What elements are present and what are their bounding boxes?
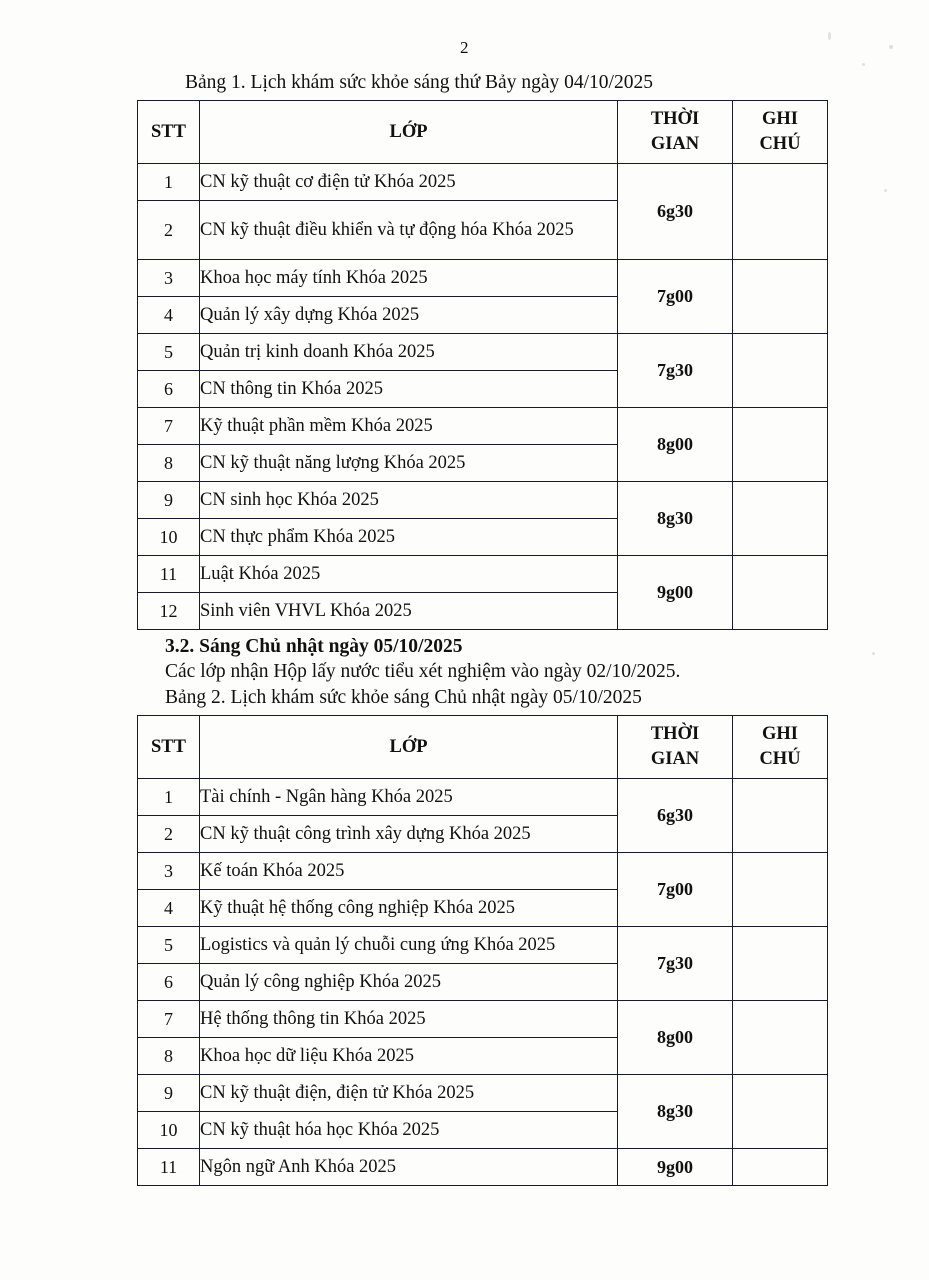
table-row [138,260,828,297]
cell-note [733,853,828,927]
cell-lop: Tài chính - Ngân hàng Khóa 2025 [200,779,618,816]
cell-note [733,1149,828,1186]
schedule-table-saturday [137,100,828,630]
cell-lop: Quản lý công nghiệp Khóa 2025 [200,964,618,1001]
cell-stt: 11 [138,556,200,593]
table2-caption: Bảng 2. Lịch khám sức khỏe sáng Chủ nhật ngày 05/10/2025 [165,687,642,708]
cell-stt: 8 [138,1038,200,1075]
table-row [138,164,828,201]
cell-time: 6g30 [618,779,733,853]
page-number: 2 [460,38,469,57]
cell-lop: CN sinh học Khóa 2025 [200,482,618,519]
cell-lop: Quản lý xây dựng Khóa 2025 [200,297,618,334]
cell-lop: CN thực phẩm Khóa 2025 [200,519,618,556]
cell-time: 8g00 [618,408,733,482]
cell-time: 9g00 [618,1149,733,1186]
scan-speckle [884,189,887,192]
cell-stt: 3 [138,260,200,297]
cell-stt: 12 [138,593,200,630]
cell-stt: 9 [138,1075,200,1112]
cell-note [733,556,828,630]
cell-time: 9g00 [618,556,733,630]
cell-note [733,1075,828,1149]
cell-lop: CN kỹ thuật năng lượng Khóa 2025 [200,445,618,482]
header-time [618,716,733,779]
scan-speckle [872,652,875,655]
body-paragraph: Các lớp nhận Hộp lấy nước tiểu xét nghiệm vào ngày 02/10/2025. [165,661,681,682]
cell-lop: Ngôn ngữ Anh Khóa 2025 [200,1149,618,1186]
header-note-line2: CHÚ [759,134,801,154]
table-row [138,1001,828,1038]
table-row [138,556,828,593]
table-row [138,853,828,890]
table-row [138,408,828,445]
cell-lop: Khoa học dữ liệu Khóa 2025 [200,1038,618,1075]
cell-stt: 2 [138,816,200,853]
table-row [138,482,828,519]
schedule-table-sunday [137,715,828,1186]
cell-stt: 6 [138,371,200,408]
cell-stt: 10 [138,519,200,556]
header-time-line1: THỜI [650,109,700,130]
cell-lop: Luật Khóa 2025 [200,556,618,593]
cell-time: 8g30 [618,482,733,556]
header-stt: STT [138,101,200,164]
table1-caption: Bảng 1. Lịch khám sức khỏe sáng thứ Bảy ngày 04/10/2025 [185,72,653,93]
header-note [733,101,828,164]
table-row [138,927,828,964]
table-row [138,1149,828,1186]
cell-lop: Kỹ thuật phần mềm Khóa 2025 [200,408,618,445]
cell-stt: 3 [138,853,200,890]
header-time-line1: THỜI [650,724,700,745]
cell-time: 7g00 [618,260,733,334]
cell-stt: 7 [138,1001,200,1038]
scan-speckle [889,45,893,49]
cell-stt: 1 [138,779,200,816]
cell-stt: 10 [138,1112,200,1149]
table-row [138,779,828,816]
header-time [618,101,733,164]
cell-time: 7g30 [618,334,733,408]
cell-note [733,779,828,853]
header-stt: STT [138,716,200,779]
header-lop: LỚP [200,716,618,779]
cell-lop: CN kỹ thuật công trình xây dựng Khóa 2025 [200,816,618,853]
header-lop: LỚP [200,101,618,164]
cell-note [733,927,828,1001]
scan-speckle [862,63,865,66]
cell-stt: 1 [138,164,200,201]
cell-stt: 4 [138,890,200,927]
header-note [733,716,828,779]
cell-stt: 7 [138,408,200,445]
cell-stt: 5 [138,334,200,371]
cell-lop: CN thông tin Khóa 2025 [200,371,618,408]
cell-note [733,1001,828,1075]
cell-stt: 11 [138,1149,200,1186]
cell-time: 7g00 [618,853,733,927]
cell-note [733,334,828,408]
cell-time: 6g30 [618,164,733,260]
cell-time: 8g30 [618,1075,733,1149]
cell-lop: Kỹ thuật hệ thống công nghiệp Khóa 2025 [200,890,618,927]
table-row [138,1075,828,1112]
cell-lop: CN kỹ thuật cơ điện tử Khóa 2025 [200,164,618,201]
cell-lop: Quản trị kinh doanh Khóa 2025 [200,334,618,371]
scan-speckle [828,32,831,40]
header-time-line2: GIAN [650,134,700,154]
cell-time: 7g30 [618,927,733,1001]
header-note-line2: CHÚ [759,749,801,769]
cell-stt: 6 [138,964,200,1001]
header-time-line2: GIAN [650,749,700,769]
cell-lop: CN kỹ thuật điện, điện tử Khóa 2025 [200,1075,618,1112]
cell-time: 8g00 [618,1001,733,1075]
cell-note [733,260,828,334]
cell-lop: Khoa học máy tính Khóa 2025 [200,260,618,297]
cell-lop: Kế toán Khóa 2025 [200,853,618,890]
cell-stt: 8 [138,445,200,482]
cell-lop: Hệ thống thông tin Khóa 2025 [200,1001,618,1038]
cell-note [733,482,828,556]
table-header-row [138,716,828,779]
cell-note [733,408,828,482]
section-heading: 3.2. Sáng Chủ nhật ngày 05/10/2025 [165,636,463,657]
cell-stt: 9 [138,482,200,519]
cell-lop: Logistics và quản lý chuỗi cung ứng Khóa 2025 [200,927,618,964]
table-row [138,334,828,371]
cell-lop: CN kỹ thuật hóa học Khóa 2025 [200,1112,618,1149]
table-header-row [138,101,828,164]
cell-stt: 5 [138,927,200,964]
cell-note [733,164,828,260]
cell-stt: 4 [138,297,200,334]
cell-lop: Sinh viên VHVL Khóa 2025 [200,593,618,630]
header-note-line1: GHI [762,724,798,745]
header-note-line1: GHI [762,109,798,130]
cell-stt: 2 [138,201,200,260]
cell-lop: CN kỹ thuật điều khiển và tự động hóa Khóa 2025 [200,201,618,260]
